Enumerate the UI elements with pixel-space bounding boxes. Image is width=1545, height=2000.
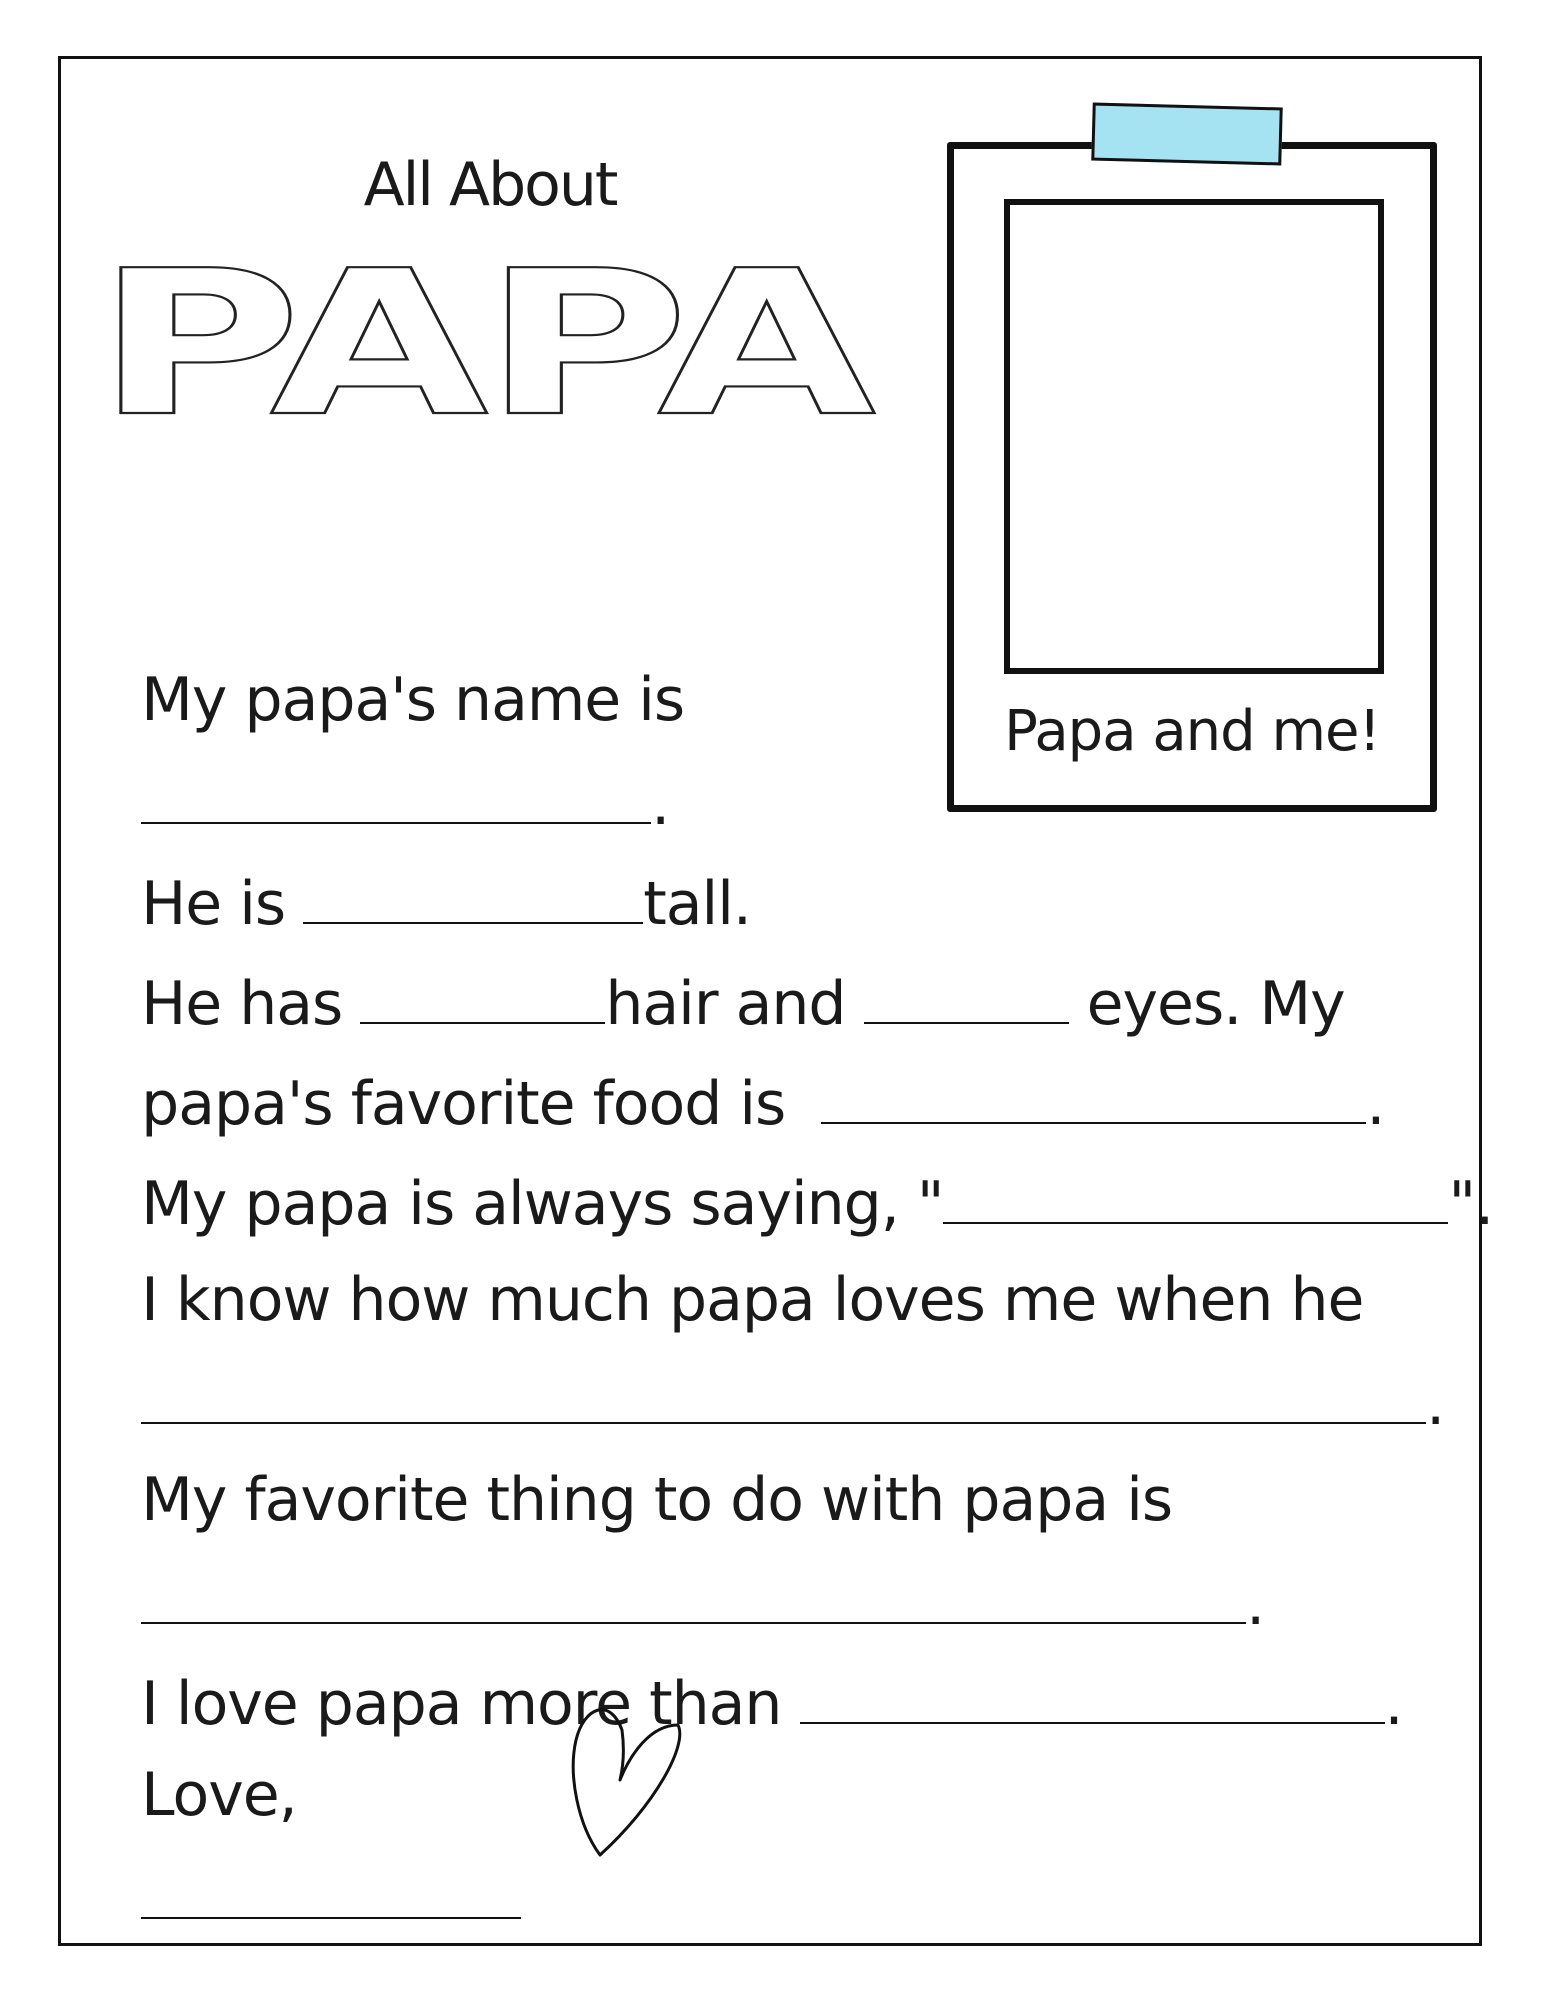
- text: Love,: [141, 1760, 297, 1830]
- title-outline: [95, 255, 895, 425]
- text: I know how much papa loves me when he: [141, 1265, 1364, 1335]
- photo-area[interactable]: [1004, 199, 1384, 674]
- blank-signature[interactable]: [141, 1865, 521, 1919]
- photo-frame: [947, 142, 1437, 812]
- line-signature: [105, 1805, 521, 1929]
- punct: .: [1246, 1569, 1265, 1639]
- text: .: [1384, 1669, 1403, 1739]
- punct: .: [1426, 1369, 1445, 1439]
- tape-strip: [1091, 103, 1282, 166]
- text: I love papa more than: [141, 1669, 800, 1739]
- line-love-more: [105, 1610, 1403, 1739]
- text: eyes. My: [1068, 969, 1345, 1039]
- text: He is: [141, 869, 304, 939]
- text: tall.: [643, 869, 751, 939]
- text: My papa is always saying, ": [141, 1169, 944, 1239]
- title-text: PAPA: [95, 255, 875, 425]
- photo-caption: Papa and me!: [1004, 699, 1380, 764]
- punct: .: [651, 769, 670, 839]
- text: papa's favorite food is: [141, 1069, 822, 1139]
- text: My favorite thing to do with papa is: [141, 1465, 1173, 1535]
- line-name-text: My papa's name is: [141, 665, 685, 735]
- text: hair and: [605, 969, 864, 1039]
- text: ".: [1448, 1169, 1494, 1239]
- blank-love-more[interactable]: [800, 1670, 1385, 1724]
- text: He has: [141, 969, 361, 1039]
- text: .: [1366, 1069, 1385, 1139]
- subtitle: All About: [363, 150, 617, 220]
- heart-icon: [560, 1685, 690, 1860]
